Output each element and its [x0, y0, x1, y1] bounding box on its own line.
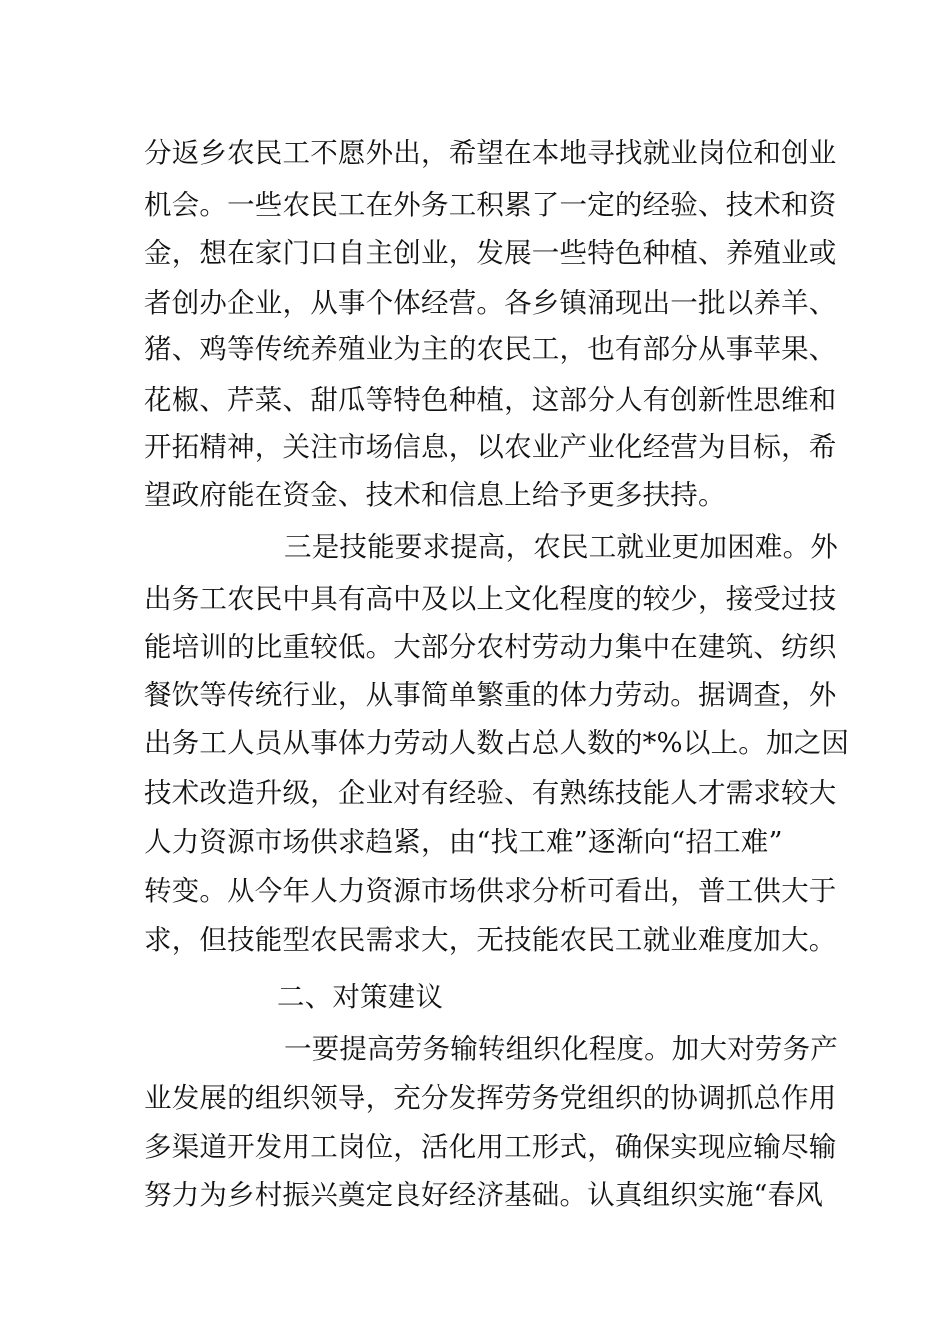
text-line: 技术改造升级，企业对有经验、有熟练技能人才需求较大 — [144, 777, 837, 809]
text-line: 望政府能在资金、技术和信息上给予更多扶持。 — [144, 479, 726, 511]
text-line: 猪、鸡等传统养殖业为主的农民工，也有部分从事苹果、 — [144, 333, 837, 365]
section-heading: 二、对策建议 — [277, 981, 444, 1013]
text-line: 出务工农民中具有高中及以上文化程度的较少，接受过技 — [144, 583, 837, 615]
paragraph-heading-one: 一要提高劳务输转组织化程度。加大对劳务产 — [284, 1033, 838, 1065]
text-line: 分返乡农民工不愿外出，希望在本地寻找就业岗位和创业 — [144, 137, 837, 169]
text-line: 转变。从今年人力资源市场供求分析可看出，普工供大于 — [144, 875, 837, 907]
text-line: 花椒、芹菜、甜瓜等特色种植，这部分人有创新性思维和 — [144, 384, 837, 416]
paragraph-heading-three: 三是技能要求提高，农民工就业更加困难。外 — [284, 531, 838, 563]
text-line: 出务工人员从事体力劳动人数占总人数的*%以上。加之因 — [144, 727, 850, 759]
text-line: 能培训的比重较低。大部分农村劳动力集中在建筑、纺织 — [144, 631, 837, 663]
text-line: 求，但技能型农民需求大，无技能农民工就业难度加大。 — [144, 924, 837, 956]
text-line: 者创办企业，从事个体经营。各乡镇涌现出一批以养羊、 — [144, 287, 837, 319]
text-line: 开拓精神，关注市场信息，以农业产业化经营为目标，希 — [144, 431, 837, 463]
text-line: 多渠道开发用工岗位，活化用工形式，确保实现应输尽输 — [144, 1131, 837, 1163]
text-line: 业发展的组织领导，充分发挥劳务党组织的协调抓总作用 — [144, 1082, 837, 1114]
text-line: 人力资源市场供求趋紧，由“找工难”逐渐向“招工难” — [144, 826, 783, 858]
text-line: 餐饮等传统行业，从事简单繁重的体力劳动。据调查，外 — [144, 679, 837, 711]
text-line: 金，想在家门口自主创业，发展一些特色种植、养殖业或 — [144, 237, 837, 269]
text-line: 努力为乡村振兴奠定良好经济基础。认真组织实施“春风 — [144, 1179, 824, 1211]
text-line: 机会。一些农民工在外务工积累了一定的经验、技术和资 — [144, 189, 837, 221]
